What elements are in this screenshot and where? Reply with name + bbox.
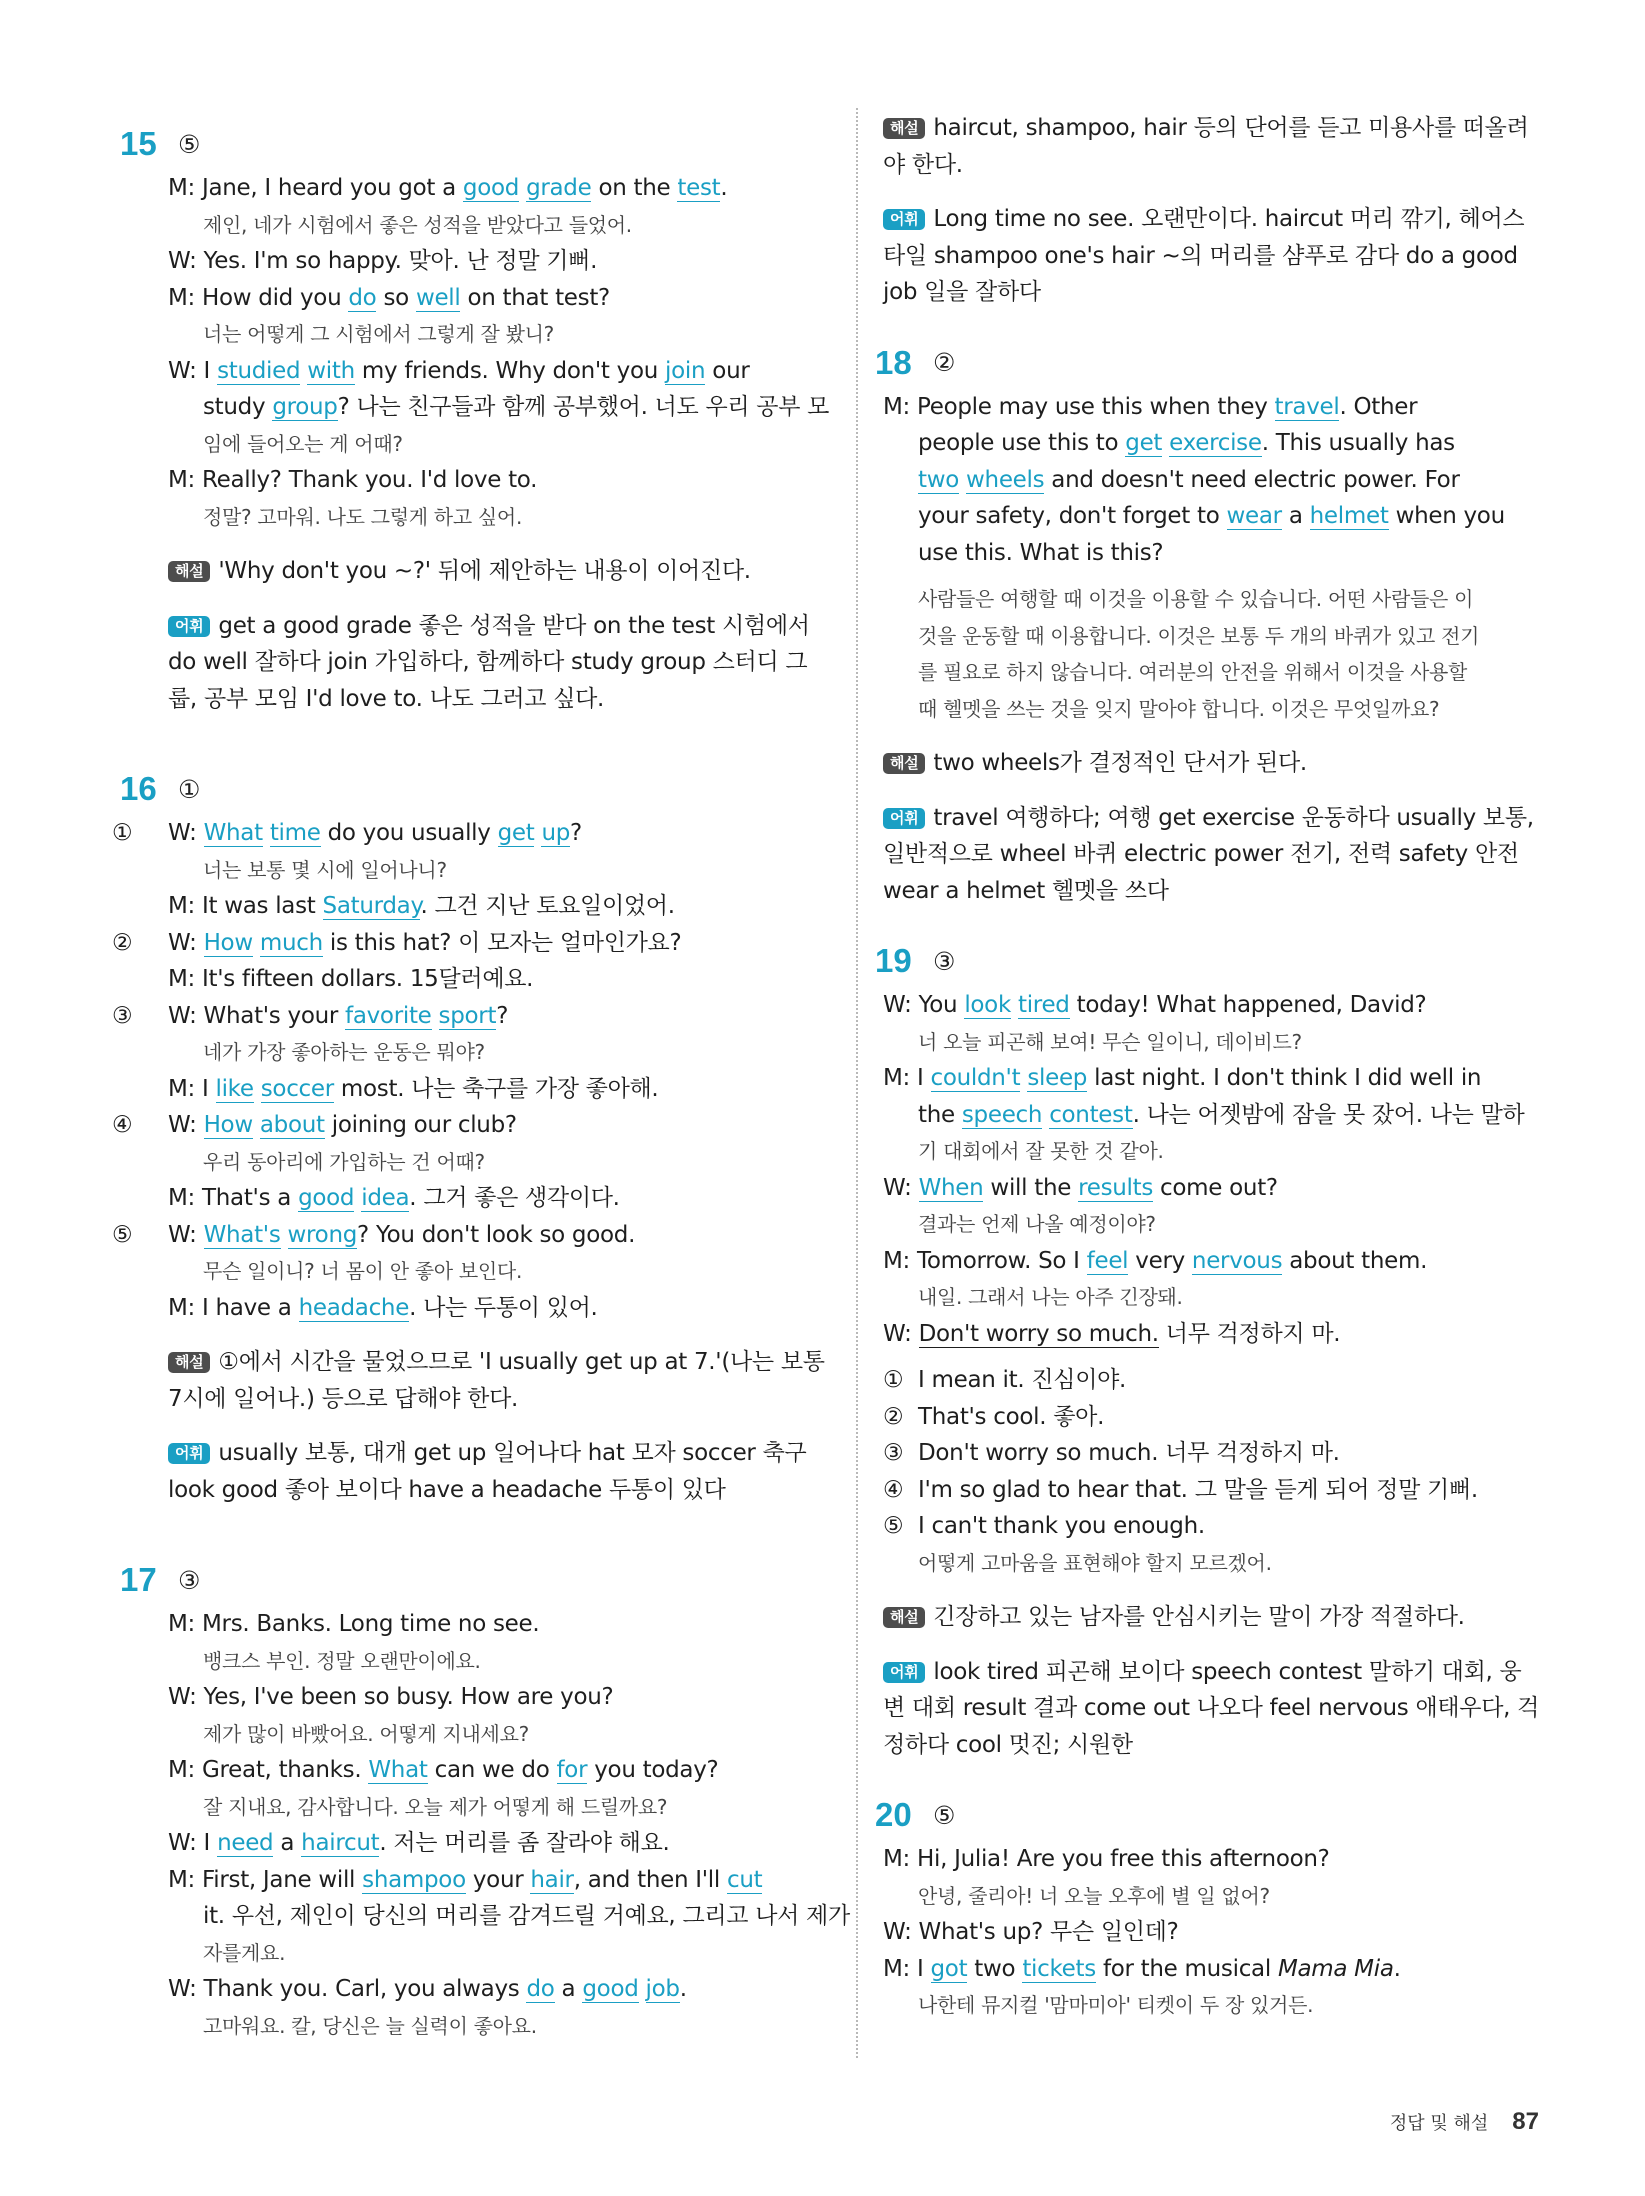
dialogue-line: M: Tomorrow. So I feel very nervous about them.: [883, 1247, 1428, 1274]
dialogue-line: M: Mrs. Banks. Long time no see.: [168, 1611, 540, 1637]
dialogue-line: the speech contest. 나는 어젯밤에 잠을 못 잤어. 나는 말하: [918, 1101, 1525, 1128]
explanation-note: 해설 긴장하고 있는 남자를 안심시키는 말이 가장 적절하다.: [883, 1599, 1563, 1636]
translation-line: 뱅크스 부인. 정말 오랜만이에요.: [203, 1648, 481, 1673]
translation-line: 고마워요. 칼, 당신은 늘 실력이 좋아요.: [203, 2013, 537, 2038]
dialogue-line: W: Don't worry so much. 너무 걱정하지 마.: [883, 1320, 1341, 1347]
vocab-badge: 어휘: [883, 209, 925, 230]
answer-mark: ⑤: [933, 1800, 956, 1830]
explanation-badge: 해설: [883, 118, 925, 139]
choice-5: ⑤ I can't thank you enough.: [883, 1513, 1205, 1539]
option-3: ③ W: What's your favorite sport?: [112, 1002, 509, 1029]
choice-4: ④ I'm so glad to hear that. 그 말을 듣게 되어 정말 기뻐.: [883, 1476, 1478, 1503]
dialogue-line: M: How did you do so well on that test?: [168, 284, 610, 311]
dialogue-line: people use this to get exercise. This usually has: [918, 430, 1455, 456]
vocab-note: 어휘 travel 여행하다; 여행 get exercise 운동하다 usually 보통,: [883, 800, 1563, 837]
choice-2: ② That's cool. 좋아.: [883, 1403, 1105, 1430]
vocab-badge: 어휘: [168, 616, 210, 637]
question-number: 17: [120, 1561, 157, 1598]
explanation-badge: 해설: [168, 1352, 210, 1373]
question-16: [112, 763, 828, 1508]
translation-line: 나한테 뮤지컬 '맘마미아' 티켓이 두 장 있거든.: [918, 1993, 1314, 2017]
translation-line: 너는 보통 몇 시에 일어나니?: [203, 857, 447, 882]
question-20: [875, 1789, 1563, 2024]
dialogue-line: W: When will the results come out?: [883, 1174, 1278, 1201]
translation-line: 때 헬멧을 쓰는 것을 잊지 말아야 합니다. 이것은 무엇일까요?: [918, 696, 1440, 721]
question-17-notes: [883, 110, 1563, 311]
dialogue-line: M: Jane, I heard you got a good grade on the test.: [168, 175, 728, 201]
translation-line: 임에 들어오는 게 어때?: [203, 431, 403, 456]
column-divider: [856, 108, 858, 2058]
vocab-note-line: 타일 shampoo one's hair ~의 머리를 샴푸로 감다 do a good: [883, 242, 1518, 269]
page-footer: [1390, 2108, 1539, 2136]
option-4: ④ W: How about joining our club?: [112, 1112, 517, 1138]
answer-mark: ③: [178, 1565, 201, 1595]
explanation-badge: 해설: [168, 561, 210, 582]
option-1: ① W: What time do you usually get up?: [112, 820, 582, 846]
dialogue-line: M: People may use this when they travel. Other: [883, 393, 1418, 420]
translation-line: 무슨 일이니? 너 몸이 안 좋아 보인다.: [203, 1259, 522, 1283]
page-number: 87: [1512, 2108, 1539, 2135]
vocab-note-line: job 일을 잘하다: [883, 279, 1041, 305]
translation-line: 너는 어떻게 그 시험에서 그렇게 잘 봤니?: [203, 322, 554, 346]
option-5: ⑤ W: What's wrong? You don't look so good.: [112, 1221, 636, 1248]
dialogue-line: M: Really? Thank you. I'd love to.: [168, 467, 538, 493]
dialogue-line: M: First, Jane will shampoo your hair, and then I'll cut: [168, 1866, 763, 1893]
translation-line: 제가 많이 바빴어요. 어떻게 지내세요?: [203, 1721, 529, 1746]
dialogue-line: M: I have a headache. 나는 두통이 있어.: [168, 1294, 598, 1321]
explanation-badge: 해설: [883, 753, 925, 774]
vocab-note-line: look good 좋아 보이다 have a headache 두통이 있다: [168, 1476, 726, 1503]
dialogue-line: W: Thank you. Carl, you always do a good job.: [168, 1976, 687, 2002]
dialogue-line: W: You look tired today! What happened, David?: [883, 992, 1427, 1018]
explanation-badge: 해설: [883, 1607, 925, 1628]
vocab-badge: 어휘: [168, 1443, 210, 1464]
explanation-note: 해설 ①에서 시간을 물었으므로 'I usually get up at 7.'(나는 보통: [168, 1344, 828, 1381]
translation-line: 것을 운동할 때 이용합니다. 이것은 보통 두 개의 바퀴가 있고 전기: [918, 623, 1480, 648]
question-15: [120, 118, 830, 717]
question-17: [120, 1554, 850, 2044]
translation-line: 제인, 네가 시험에서 좋은 성적을 받았다고 들었어.: [203, 212, 632, 237]
vocab-note-line: 정하다 cool 멋진; 시원한: [883, 1731, 1133, 1758]
answer-mark: ③: [933, 946, 956, 976]
dialogue-line: M: I like soccer most. 나는 축구를 가장 좋아해.: [168, 1075, 659, 1102]
vocab-note: 어휘 get a good grade 좋은 성적을 받다 on the test 시험에서: [168, 608, 828, 645]
question-number: 20: [875, 1796, 912, 1833]
translation-line: 너 오늘 피곤해 보여! 무슨 일이니, 데이비드?: [918, 1029, 1302, 1054]
vocab-note-line: 일반적으로 wheel 바퀴 electric power 전기, 전력 safety 안전: [883, 841, 1519, 867]
vocab-note-line: 룹, 공부 모임 I'd love to. 나도 그러고 싶다.: [168, 685, 605, 712]
left-column: [112, 108, 850, 2044]
option-2: ② W: How much is this hat? 이 모자는 얼마인가요?: [112, 929, 682, 956]
translation-line: 안녕, 줄리아! 너 오늘 오후에 별 일 없어?: [918, 1883, 1270, 1908]
dialogue-line: study group? 나는 친구들과 함께 공부했어. 너도 우리 공부 모: [203, 394, 830, 420]
choice-3: ③ Don't worry so much. 너무 걱정하지 마.: [883, 1440, 1340, 1466]
right-column: [875, 110, 1563, 2024]
dialogue-line: it. 우선, 제인이 당신의 머리를 감겨드릴 거예요, 그리고 나서 제가: [203, 1903, 850, 1929]
dialogue-line: W: Yes, I've been so busy. How are you?: [168, 1684, 614, 1710]
vocab-note: 어휘 Long time no see. 오랜만이다. haircut 머리 깎기, 헤어스: [883, 201, 1563, 238]
dialogue-line: W: I studied with my friends. Why don't you join our: [168, 357, 750, 384]
vocab-note: 어휘 look tired 피곤해 보이다 speech contest 말하기 대회, 웅: [883, 1654, 1563, 1691]
vocab-note-line: 변 대회 result 결과 come out 나오다 feel nervous 애태우다, 걱: [883, 1695, 1540, 1721]
dialogue-line: M: Hi, Julia! Are you free this afternoon?: [883, 1846, 1330, 1872]
explanation-note: 해설 haircut, shampoo, hair 등의 단어를 듣고 미용사를 떠올려: [883, 110, 1563, 147]
explanation-note-line: 7시에 일어나.) 등으로 답해야 한다.: [168, 1385, 519, 1412]
dialogue-line: W: I need a haircut. 저는 머리를 좀 잘라야 해요.: [168, 1830, 670, 1856]
vocab-note-line: wear a helmet 헬멧을 쓰다: [883, 877, 1169, 904]
translation-line: 기 대회에서 잘 못한 것 같아.: [918, 1139, 1164, 1163]
answer-mark: ⑤: [178, 129, 201, 159]
question-number: 19: [875, 942, 912, 979]
explanation-note: 해설 two wheels가 결정적인 단서가 된다.: [883, 745, 1563, 782]
translation-line: 를 필요로 하지 않습니다. 여러분의 안전을 위해서 이것을 사용할: [918, 660, 1468, 684]
explanation-note: 해설 'Why don't you ~?' 뒤에 제안하는 내용이 이어진다.: [168, 553, 828, 590]
translation-line: 어떻게 고마움을 표현해야 할지 모르겠어.: [918, 1550, 1272, 1575]
dialogue-line: W: Yes. I'm so happy. 맞아. 난 정말 기뻐.: [168, 248, 598, 274]
answer-mark: ②: [933, 348, 956, 377]
question-number: 15: [120, 125, 157, 162]
translation-line: 자를게요.: [203, 1940, 286, 1965]
dialogue-line: M: I got two tickets for the musical Mama Mia.: [883, 1955, 1401, 1982]
translation-line: 결과는 언제 나올 예정이야?: [918, 1212, 1156, 1236]
translation-line: 잘 지내요, 감사합니다. 오늘 제가 어떻게 해 드릴까요?: [203, 1794, 668, 1819]
dialogue-line: your safety, don't forget to wear a helmet when you: [918, 503, 1505, 529]
question-19: [875, 935, 1563, 1763]
choice-1: ① I mean it. 진심이야.: [883, 1367, 1127, 1393]
dialogue-line: M: I couldn't sleep last night. I don't think I did well in: [883, 1065, 1482, 1091]
answer-mark: ①: [178, 774, 201, 804]
vocab-badge: 어휘: [883, 1662, 925, 1683]
translation-line: 정말? 고마워. 나도 그렇게 하고 싶어.: [203, 504, 522, 529]
footer-label: 정답 및 해설: [1389, 2113, 1489, 2134]
explanation-note-line: 야 한다.: [883, 151, 963, 178]
translation-line: 우리 동아리에 가입하는 건 어때?: [203, 1149, 485, 1174]
vocab-badge: 어휘: [883, 808, 925, 829]
question-18: [875, 337, 1563, 910]
vocab-note-line: do well 잘하다 join 가입하다, 함께하다 study group 스터디 그: [168, 649, 808, 675]
dialogue-line: M: It was last Saturday. 그건 지난 토요일이었어.: [168, 893, 675, 919]
dialogue-line: two wheels and doesn't need electric power. For: [918, 466, 1460, 493]
vocab-note: 어휘 usually 보통, 대개 get up 일어나다 hat 모자 soccer 축구: [168, 1435, 828, 1472]
dialogue-line: W: What's up? 무슨 일인데?: [883, 1919, 1179, 1945]
translation-line: 네가 가장 좋아하는 운동은 뭐야?: [203, 1040, 485, 1064]
dialogue-line: M: It's fifteen dollars. 15달러예요.: [168, 966, 534, 992]
question-number: 18: [875, 343, 912, 381]
question-number: 16: [120, 770, 157, 807]
dialogue-line: use this. What is this?: [918, 539, 1164, 566]
dialogue-line: M: That's a good idea. 그거 좋은 생각이다.: [168, 1185, 620, 1211]
translation-line: 사람들은 여행할 때 이것을 이용할 수 있습니다. 어떤 사람들은 이: [918, 587, 1474, 611]
dialogue-line: M: Great, thanks. What can we do for you today?: [168, 1757, 719, 1783]
translation-line: 내일. 그래서 나는 아주 긴장돼.: [918, 1285, 1183, 1309]
